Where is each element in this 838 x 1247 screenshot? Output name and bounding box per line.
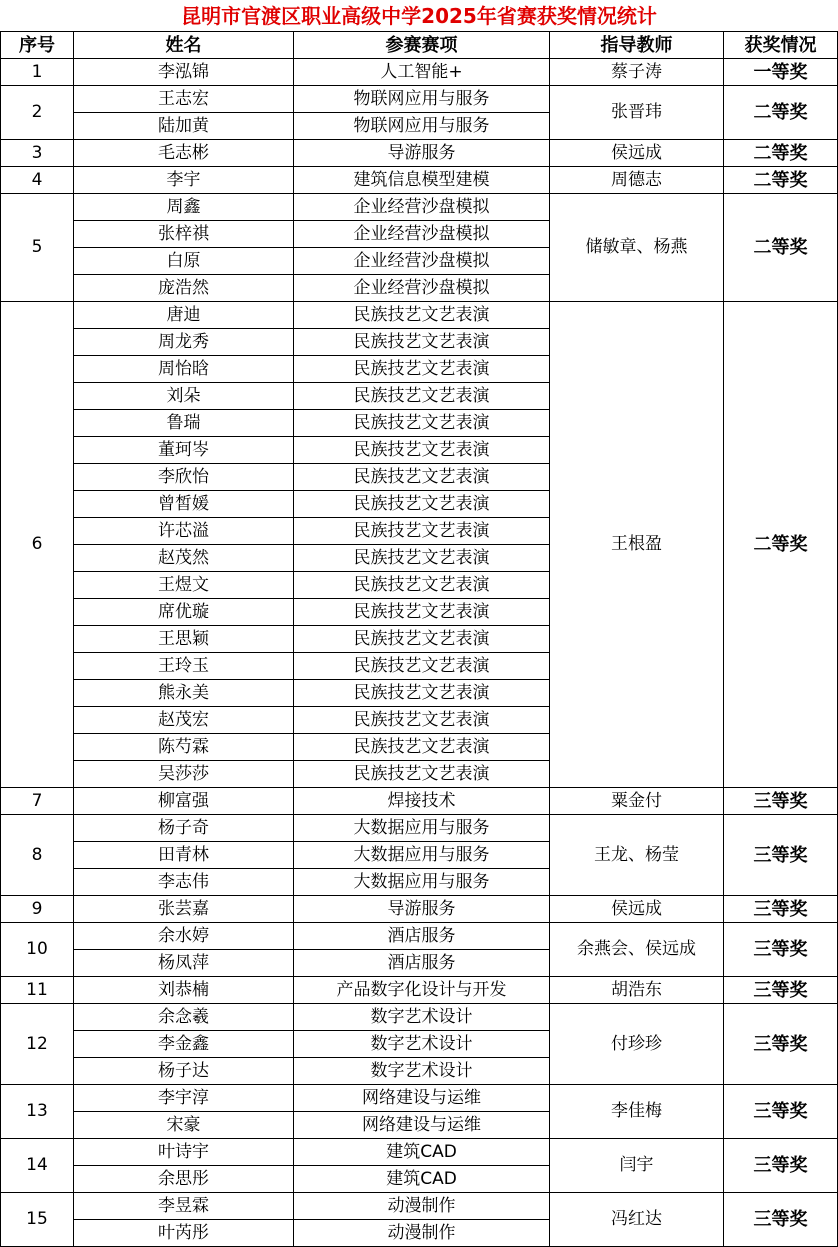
award-cell: 三等奖 — [724, 923, 838, 977]
index-cell: 15 — [1, 1193, 74, 1247]
event-cell: 民族技艺文艺表演 — [294, 329, 550, 356]
name-cell: 王煜文 — [74, 572, 294, 599]
table-row — [1, 86, 838, 113]
event-cell: 酒店服务 — [294, 923, 550, 950]
award-cell: 二等奖 — [724, 86, 838, 140]
event-cell: 数字艺术设计 — [294, 1058, 550, 1085]
index-cell: 5 — [1, 194, 74, 302]
name-cell: 鲁瑞 — [74, 410, 294, 437]
event-cell: 民族技艺文艺表演 — [294, 572, 550, 599]
teacher-cell: 张晋玮 — [550, 86, 724, 140]
name-cell: 赵茂宏 — [74, 707, 294, 734]
event-cell: 网络建设与运维 — [294, 1085, 550, 1112]
event-cell: 大数据应用与服务 — [294, 815, 550, 842]
header-event: 参赛赛项 — [294, 32, 550, 59]
table-row — [1, 59, 838, 86]
name-cell: 余念羲 — [74, 1004, 294, 1031]
name-cell: 赵茂然 — [74, 545, 294, 572]
table-row — [1, 815, 838, 842]
header-name: 姓名 — [74, 32, 294, 59]
table-row — [1, 167, 838, 194]
name-cell: 周怡晗 — [74, 356, 294, 383]
award-cell: 三等奖 — [724, 1193, 838, 1247]
name-cell: 李金鑫 — [74, 1031, 294, 1058]
name-cell: 陈芍霖 — [74, 734, 294, 761]
table-body — [1, 59, 838, 1247]
index-cell: 6 — [1, 302, 74, 788]
name-cell: 张芸嘉 — [74, 896, 294, 923]
table-row — [1, 194, 838, 221]
teacher-cell: 周德志 — [550, 167, 724, 194]
header-teacher: 指导教师 — [550, 32, 724, 59]
event-cell: 民族技艺文艺表演 — [294, 302, 550, 329]
event-cell: 数字艺术设计 — [294, 1004, 550, 1031]
name-cell: 唐迪 — [74, 302, 294, 329]
award-cell: 三等奖 — [724, 1004, 838, 1085]
event-cell: 导游服务 — [294, 140, 550, 167]
event-cell: 民族技艺文艺表演 — [294, 680, 550, 707]
event-cell: 民族技艺文艺表演 — [294, 491, 550, 518]
name-cell: 陆加黄 — [74, 113, 294, 140]
teacher-cell: 余燕会、侯远成 — [550, 923, 724, 977]
index-cell: 13 — [1, 1085, 74, 1139]
event-cell: 建筑CAD — [294, 1166, 550, 1193]
name-cell: 宋豪 — [74, 1112, 294, 1139]
name-cell: 田青林 — [74, 842, 294, 869]
index-cell: 8 — [1, 815, 74, 896]
teacher-cell: 蔡子涛 — [550, 59, 724, 86]
name-cell: 叶芮彤 — [74, 1220, 294, 1247]
index-cell: 14 — [1, 1139, 74, 1193]
award-cell: 二等奖 — [724, 167, 838, 194]
page-title: 昆明市官渡区职业高级中学2025年省赛获奖情况统计 — [181, 4, 657, 28]
table-row — [1, 302, 838, 329]
event-cell: 企业经营沙盘模拟 — [294, 248, 550, 275]
name-cell: 周鑫 — [74, 194, 294, 221]
name-cell: 白原 — [74, 248, 294, 275]
table-row — [1, 140, 838, 167]
name-cell: 席优璇 — [74, 599, 294, 626]
award-cell: 三等奖 — [724, 1085, 838, 1139]
name-cell: 叶诗宇 — [74, 1139, 294, 1166]
name-cell: 庞浩然 — [74, 275, 294, 302]
event-cell: 民族技艺文艺表演 — [294, 626, 550, 653]
index-cell: 2 — [1, 86, 74, 140]
table-row — [1, 1139, 838, 1166]
table-row — [1, 1004, 838, 1031]
teacher-cell: 李佳梅 — [550, 1085, 724, 1139]
teacher-cell: 侯远成 — [550, 140, 724, 167]
index-cell: 4 — [1, 167, 74, 194]
event-cell: 民族技艺文艺表演 — [294, 707, 550, 734]
name-cell: 杨子达 — [74, 1058, 294, 1085]
event-cell: 动漫制作 — [294, 1220, 550, 1247]
name-cell: 李宇 — [74, 167, 294, 194]
index-cell: 3 — [1, 140, 74, 167]
event-cell: 导游服务 — [294, 896, 550, 923]
index-cell: 7 — [1, 788, 74, 815]
event-cell: 民族技艺文艺表演 — [294, 410, 550, 437]
name-cell: 柳富强 — [74, 788, 294, 815]
event-cell: 民族技艺文艺表演 — [294, 437, 550, 464]
awards-table — [0, 31, 838, 1247]
award-cell: 三等奖 — [724, 977, 838, 1004]
event-cell: 酒店服务 — [294, 950, 550, 977]
event-cell: 物联网应用与服务 — [294, 86, 550, 113]
event-cell: 数字艺术设计 — [294, 1031, 550, 1058]
event-cell: 企业经营沙盘模拟 — [294, 275, 550, 302]
event-cell: 企业经营沙盘模拟 — [294, 221, 550, 248]
name-cell: 周龙秀 — [74, 329, 294, 356]
teacher-cell: 闫宇 — [550, 1139, 724, 1193]
event-cell: 动漫制作 — [294, 1193, 550, 1220]
event-cell: 民族技艺文艺表演 — [294, 518, 550, 545]
name-cell: 毛志彬 — [74, 140, 294, 167]
name-cell: 曾皙媛 — [74, 491, 294, 518]
name-cell: 刘恭楠 — [74, 977, 294, 1004]
event-cell: 建筑CAD — [294, 1139, 550, 1166]
event-cell: 民族技艺文艺表演 — [294, 599, 550, 626]
event-cell: 民族技艺文艺表演 — [294, 734, 550, 761]
teacher-cell: 王根盈 — [550, 302, 724, 788]
name-cell: 董珂岑 — [74, 437, 294, 464]
header-index: 序号 — [1, 32, 74, 59]
name-cell: 余思彤 — [74, 1166, 294, 1193]
table-row — [1, 1085, 838, 1112]
event-cell: 民族技艺文艺表演 — [294, 356, 550, 383]
table-row — [1, 896, 838, 923]
teacher-cell: 冯红达 — [550, 1193, 724, 1247]
index-cell: 11 — [1, 977, 74, 1004]
award-cell: 二等奖 — [724, 140, 838, 167]
event-cell: 人工智能+ — [294, 59, 550, 86]
teacher-cell: 付珍珍 — [550, 1004, 724, 1085]
event-cell: 民族技艺文艺表演 — [294, 761, 550, 788]
teacher-cell: 王龙、杨莹 — [550, 815, 724, 896]
award-cell: 二等奖 — [724, 302, 838, 788]
award-cell: 三等奖 — [724, 815, 838, 896]
name-cell: 余水婷 — [74, 923, 294, 950]
teacher-cell: 胡浩东 — [550, 977, 724, 1004]
award-cell: 一等奖 — [724, 59, 838, 86]
event-cell: 网络建设与运维 — [294, 1112, 550, 1139]
table-row — [1, 923, 838, 950]
award-cell: 三等奖 — [724, 896, 838, 923]
name-cell: 杨凤萍 — [74, 950, 294, 977]
event-cell: 大数据应用与服务 — [294, 869, 550, 896]
event-cell: 民族技艺文艺表演 — [294, 653, 550, 680]
event-cell: 企业经营沙盘模拟 — [294, 194, 550, 221]
teacher-cell: 粟金付 — [550, 788, 724, 815]
name-cell: 王思颖 — [74, 626, 294, 653]
name-cell: 李志伟 — [74, 869, 294, 896]
table-row — [1, 788, 838, 815]
name-cell: 李泓锦 — [74, 59, 294, 86]
index-cell: 9 — [1, 896, 74, 923]
event-cell: 大数据应用与服务 — [294, 842, 550, 869]
event-cell: 民族技艺文艺表演 — [294, 383, 550, 410]
award-cell: 二等奖 — [724, 194, 838, 302]
name-cell: 刘朵 — [74, 383, 294, 410]
name-cell: 李欣怡 — [74, 464, 294, 491]
event-cell: 物联网应用与服务 — [294, 113, 550, 140]
index-cell: 12 — [1, 1004, 74, 1085]
name-cell: 王志宏 — [74, 86, 294, 113]
event-cell: 焊接技术 — [294, 788, 550, 815]
teacher-cell: 储敏章、杨燕 — [550, 194, 724, 302]
name-cell: 李宇淳 — [74, 1085, 294, 1112]
award-cell: 三等奖 — [724, 1139, 838, 1193]
name-cell: 熊永美 — [74, 680, 294, 707]
event-cell: 产品数字化设计与开发 — [294, 977, 550, 1004]
index-cell: 1 — [1, 59, 74, 86]
teacher-cell: 侯远成 — [550, 896, 724, 923]
award-cell: 三等奖 — [724, 788, 838, 815]
event-cell: 建筑信息模型建模 — [294, 167, 550, 194]
name-cell: 杨子奇 — [74, 815, 294, 842]
name-cell: 李昱霖 — [74, 1193, 294, 1220]
event-cell: 民族技艺文艺表演 — [294, 545, 550, 572]
name-cell: 张梓祺 — [74, 221, 294, 248]
name-cell: 王玲玉 — [74, 653, 294, 680]
header-row — [1, 32, 838, 59]
event-cell: 民族技艺文艺表演 — [294, 464, 550, 491]
name-cell: 吴莎莎 — [74, 761, 294, 788]
header-award: 获奖情况 — [724, 32, 838, 59]
name-cell: 许芯溢 — [74, 518, 294, 545]
index-cell: 10 — [1, 923, 74, 977]
table-row — [1, 977, 838, 1004]
table-row — [1, 1193, 838, 1220]
